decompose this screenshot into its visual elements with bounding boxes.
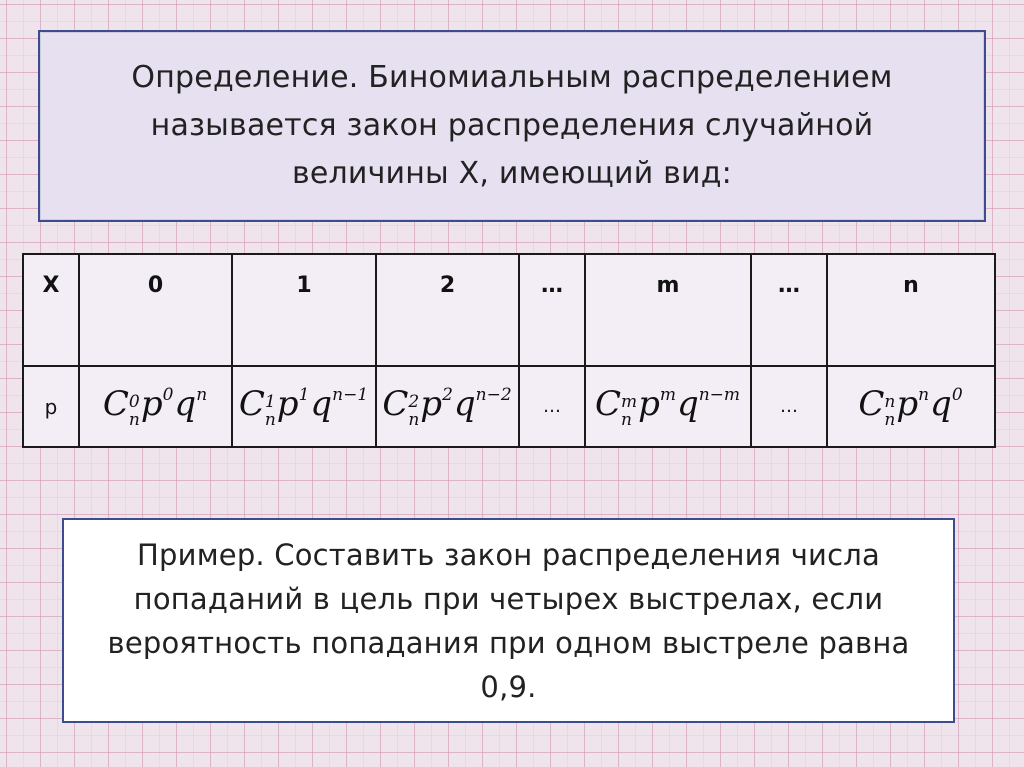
probability-cell [79,366,232,447]
p-values-row [23,366,995,447]
example-box [62,518,955,723]
definition-box [38,30,986,222]
x-value-cell: … [519,254,585,366]
ellipsis-cell: … [519,366,585,447]
probability-formula: C 2 n p2qn−2 [382,384,512,430]
probability-formula: C 0 n p0qn [102,384,208,430]
probability-formula: C m n pmqn−m [594,384,741,430]
p-header-cell: p [23,366,79,447]
x-value-cell: m [585,254,751,366]
x-header-cell: X [23,254,79,366]
probability-formula: C 1 n p1qn−1 [238,384,369,430]
probability-formula: C n n pnq0 [858,384,963,430]
x-value-cell: n [827,254,995,366]
x-value-cell: 1 [232,254,376,366]
probability-cell [232,366,376,447]
x-value-cell: 2 [376,254,519,366]
probability-cell [376,366,519,447]
example-text: Пример. Составить закон распределения числа попаданий в цель при четырех выстрелах, если вероятность попадания при одном выстреле равна 0,9. [107,537,910,704]
probability-cell [827,366,995,447]
x-value-cell: … [751,254,827,366]
ellipsis-cell: … [751,366,827,447]
x-value-cell: 0 [79,254,232,366]
probability-cell [585,366,751,447]
definition-text: Определение. Биномиальным распределением называется закон распределения случайной величины X, имеющий вид: [131,60,893,191]
x-values-row [23,254,995,366]
distribution-table [22,253,996,448]
